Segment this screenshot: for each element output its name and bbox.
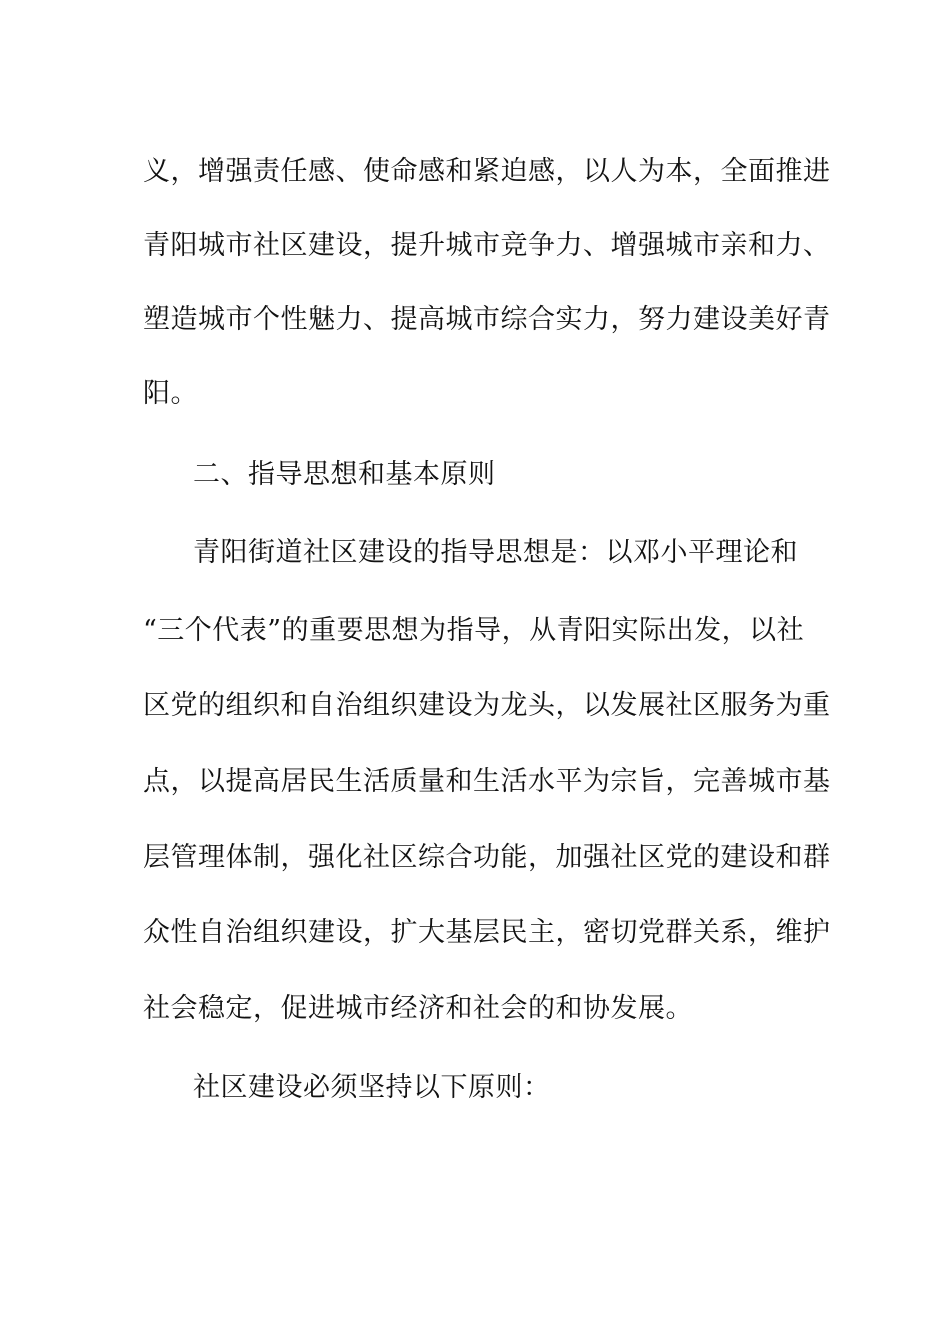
paragraph-line: 青阳街道社区建设的指导思想是：以邓小平理论和 bbox=[193, 537, 798, 568]
paragraph-line: 阳。 bbox=[143, 378, 198, 409]
paragraph-line: 塑造城市个性魅力、提高城市综合实力，努力建设美好青 bbox=[143, 304, 831, 335]
paragraph-line: 点，以提高居民生活质量和生活水平为宗旨，完善城市基 bbox=[143, 766, 831, 797]
paragraph-line: 青阳城市社区建设，提升城市竞争力、增强城市亲和力、 bbox=[143, 230, 831, 261]
paragraph-line: 社会稳定，促进城市经济和社会的和协发展。 bbox=[143, 993, 693, 1024]
section-heading: 二、指导思想和基本原则 bbox=[193, 459, 496, 490]
paragraph-line: 义，增强责任感、使命感和紧迫感，以人为本，全面推进 bbox=[143, 156, 831, 187]
paragraph-line: “三个代表”的重要思想为指导，从青阳实际出发，以社 bbox=[143, 615, 805, 646]
paragraph-line: 区党的组织和自治组织建设为龙头，以发展社区服务为重 bbox=[143, 690, 831, 721]
paragraph-line: 众性自治组织建设，扩大基层民主，密切党群关系，维护 bbox=[143, 917, 831, 948]
paragraph-line: 层管理体制，强化社区综合功能，加强社区党的建设和群 bbox=[143, 842, 831, 873]
paragraph-line: 社区建设必须坚持以下原则： bbox=[193, 1072, 551, 1103]
